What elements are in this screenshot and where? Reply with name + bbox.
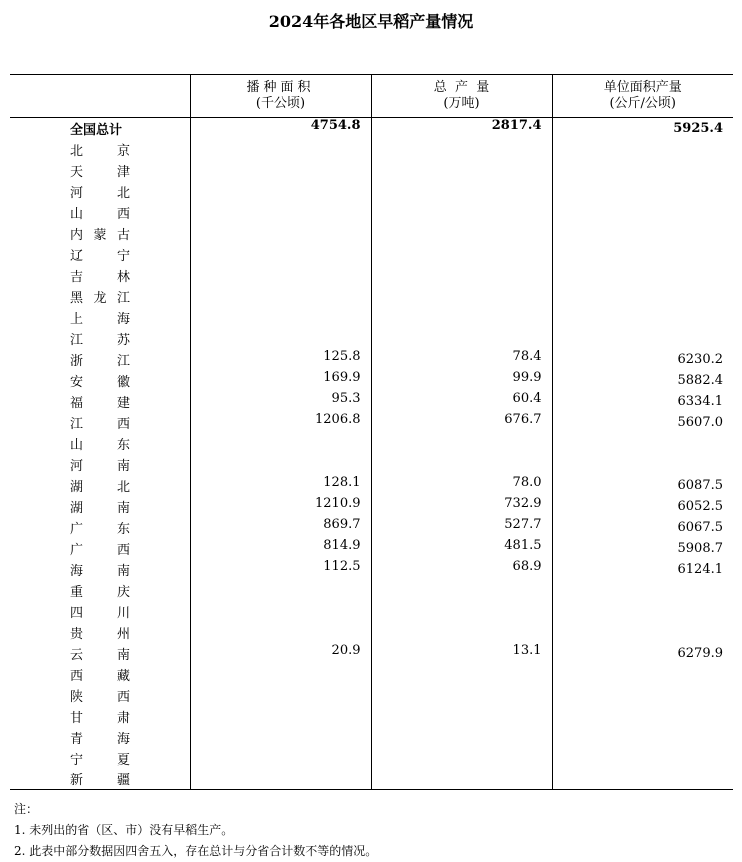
region-cell (10, 706, 190, 727)
yield-cell (552, 202, 733, 223)
output-header-label: 总 产 量 (433, 80, 490, 95)
output-cell: 527.7 (371, 517, 552, 538)
region-cell (10, 349, 190, 370)
region-cell (10, 223, 190, 244)
area-cell: 4754.8 (190, 118, 371, 139)
region-name: 江苏 (70, 332, 130, 348)
region-name: 吉林 (70, 269, 130, 285)
region-cell (10, 538, 190, 559)
table-row (10, 223, 733, 244)
area-cell (190, 265, 371, 286)
yield-cell (552, 769, 733, 790)
output-cell (371, 748, 552, 769)
region-cell (10, 580, 190, 601)
output-cell (371, 706, 552, 727)
region-name: 湖南 (70, 500, 130, 516)
table-row (10, 475, 733, 496)
region-name: 四川 (70, 605, 130, 621)
output-cell (371, 769, 552, 790)
table-row (10, 622, 733, 643)
region-name: 重庆 (70, 584, 130, 600)
table-row (10, 769, 733, 790)
yield-cell (552, 706, 733, 727)
region-name: 浙江 (70, 353, 130, 369)
region-name: 广西 (70, 542, 130, 558)
area-cell (190, 769, 371, 790)
page-title: 2024年各地区早稻产量情况 (268, 12, 474, 31)
area-header-unit: (千公顷) (255, 96, 306, 111)
table-row (10, 286, 733, 307)
table-row (10, 601, 733, 622)
output-cell: 68.9 (371, 559, 552, 580)
output-cell (371, 685, 552, 706)
area-cell: 95.3 (190, 391, 371, 412)
yield-cell (552, 181, 733, 202)
output-cell: 13.1 (371, 643, 552, 664)
output-cell (371, 181, 552, 202)
output-cell (371, 622, 552, 643)
table-row (10, 181, 733, 202)
region-cell (10, 727, 190, 748)
table-row (10, 538, 733, 559)
yield-cell (552, 580, 733, 601)
output-cell (371, 160, 552, 181)
region-name: 新疆 (70, 773, 130, 789)
yield-cell (552, 601, 733, 622)
region-cell (10, 643, 190, 664)
notes (14, 799, 377, 862)
yield-cell: 6067.5 (552, 517, 733, 538)
area-cell (190, 580, 371, 601)
output-cell (371, 202, 552, 223)
region-cell (10, 748, 190, 769)
region-cell (10, 244, 190, 265)
note-item-1: 1. 未列出的省（区、市）没有早稻生产。 (14, 823, 234, 837)
region-name: 贵州 (70, 626, 130, 642)
yield-cell: 6334.1 (552, 391, 733, 412)
table-row (10, 517, 733, 538)
region-header (10, 75, 190, 118)
output-cell (371, 454, 552, 475)
table-row (10, 433, 733, 454)
region-cell (10, 601, 190, 622)
yield-cell (552, 727, 733, 748)
area-cell (190, 706, 371, 727)
yield-cell (552, 265, 733, 286)
output-cell (371, 286, 552, 307)
area-cell: 1210.9 (190, 496, 371, 517)
yield-cell: 6052.5 (552, 496, 733, 517)
table-row (10, 412, 733, 433)
region-name: 青海 (70, 731, 130, 747)
area-header (190, 75, 371, 118)
region-name: 上海 (70, 311, 130, 327)
region-cell (10, 370, 190, 391)
note-item-2: 2. 此表中部分数据因四舍五入，存在总计与分省合计数不等的情况。 (14, 844, 378, 858)
area-cell (190, 202, 371, 223)
region-cell (10, 328, 190, 349)
region-cell (10, 685, 190, 706)
region-cell (10, 202, 190, 223)
area-cell: 20.9 (190, 643, 371, 664)
output-cell (371, 244, 552, 265)
table-row (10, 370, 733, 391)
table-row (10, 727, 733, 748)
region-name: 内蒙古 (70, 227, 130, 243)
yield-cell (552, 664, 733, 685)
area-cell (190, 664, 371, 685)
table-row (10, 664, 733, 685)
region-cell (10, 139, 190, 160)
region-cell (10, 433, 190, 454)
table-row (10, 643, 733, 664)
table-row-total (10, 118, 733, 139)
table-row (10, 307, 733, 328)
output-header (371, 75, 552, 118)
area-cell (190, 748, 371, 769)
region-cell (10, 517, 190, 538)
output-cell (371, 307, 552, 328)
region-name: 天津 (70, 164, 130, 180)
area-cell (190, 160, 371, 181)
output-cell (371, 223, 552, 244)
output-cell: 676.7 (371, 412, 552, 433)
table-row (10, 391, 733, 412)
region-cell (10, 496, 190, 517)
region-name: 甘肃 (70, 710, 130, 726)
region-name: 安徽 (70, 374, 130, 390)
yield-cell: 5925.4 (552, 118, 733, 139)
region-name: 辽宁 (70, 248, 130, 264)
area-cell: 125.8 (190, 349, 371, 370)
output-cell (371, 265, 552, 286)
region-cell (10, 412, 190, 433)
region-name: 河北 (70, 185, 130, 201)
area-cell (190, 181, 371, 202)
yield-cell: 6279.9 (552, 643, 733, 664)
output-cell (371, 601, 552, 622)
yield-cell: 5882.4 (552, 370, 733, 391)
table-row (10, 706, 733, 727)
output-cell (371, 727, 552, 748)
yield-cell (552, 160, 733, 181)
region-name: 山西 (70, 206, 130, 222)
area-cell: 112.5 (190, 559, 371, 580)
table-row (10, 580, 733, 601)
yield-cell (552, 454, 733, 475)
region-name: 海南 (70, 563, 130, 579)
region-name: 北京 (70, 143, 130, 159)
notes-label: 注： (14, 802, 39, 816)
table-row (10, 454, 733, 475)
region-name: 陕西 (70, 689, 130, 705)
region-name: 西藏 (70, 668, 130, 684)
region-cell (10, 160, 190, 181)
table-row (10, 748, 733, 769)
region-cell (10, 559, 190, 580)
area-cell: 1206.8 (190, 412, 371, 433)
area-header-label: 播种面积 (246, 80, 315, 95)
region-name: 湖北 (70, 479, 130, 495)
region-name: 河南 (70, 458, 130, 474)
output-cell (371, 664, 552, 685)
region-name: 黑龙江 (70, 290, 130, 306)
table-row (10, 496, 733, 517)
output-cell (371, 328, 552, 349)
area-cell (190, 286, 371, 307)
output-cell (371, 433, 552, 454)
area-cell (190, 307, 371, 328)
table-row (10, 244, 733, 265)
output-cell: 99.9 (371, 370, 552, 391)
yield-cell: 6087.5 (552, 475, 733, 496)
table-body (10, 118, 733, 790)
output-cell (371, 139, 552, 160)
output-cell: 732.9 (371, 496, 552, 517)
table-row (10, 160, 733, 181)
yield-cell: 5908.7 (552, 538, 733, 559)
region-cell (10, 475, 190, 496)
output-cell: 60.4 (371, 391, 552, 412)
area-cell: 169.9 (190, 370, 371, 391)
area-cell (190, 433, 371, 454)
area-cell (190, 454, 371, 475)
yield-header (552, 75, 733, 118)
region-name: 云南 (70, 647, 130, 663)
area-cell: 128.1 (190, 475, 371, 496)
yield-cell (552, 328, 733, 349)
region-cell (10, 307, 190, 328)
region-name: 福建 (70, 395, 130, 411)
yield-cell (552, 748, 733, 769)
yield-cell (552, 622, 733, 643)
area-cell (190, 727, 371, 748)
region-cell (10, 391, 190, 412)
region-name: 宁夏 (70, 752, 130, 768)
region-name: 江西 (70, 416, 130, 432)
region-cell (10, 454, 190, 475)
output-cell: 2817.4 (371, 118, 552, 139)
output-cell (371, 580, 552, 601)
table-row (10, 349, 733, 370)
output-cell: 78.4 (371, 349, 552, 370)
output-cell: 78.0 (371, 475, 552, 496)
region-cell (10, 265, 190, 286)
table-row (10, 328, 733, 349)
yield-header-unit: (公斤/公顷) (609, 96, 677, 111)
area-cell (190, 601, 371, 622)
table-row (10, 139, 733, 160)
region-cell (10, 622, 190, 643)
region-cell (10, 181, 190, 202)
area-cell (190, 139, 371, 160)
area-cell (190, 244, 371, 265)
yield-cell (552, 223, 733, 244)
region-cell (10, 118, 190, 139)
region-cell (10, 286, 190, 307)
table-row (10, 265, 733, 286)
area-cell: 869.7 (190, 517, 371, 538)
yield-header-label: 单位面积产量 (603, 80, 682, 95)
yield-cell: 6230.2 (552, 349, 733, 370)
area-cell (190, 622, 371, 643)
output-cell: 481.5 (371, 538, 552, 559)
yield-cell (552, 286, 733, 307)
table-row (10, 559, 733, 580)
area-cell (190, 223, 371, 244)
yield-cell (552, 307, 733, 328)
yield-cell (552, 244, 733, 265)
table-header-row (10, 75, 733, 118)
area-cell (190, 685, 371, 706)
yield-cell (552, 433, 733, 454)
area-cell: 814.9 (190, 538, 371, 559)
area-cell (190, 328, 371, 349)
table-row (10, 202, 733, 223)
output-header-unit: (万吨) (443, 96, 480, 111)
yield-cell: 6124.1 (552, 559, 733, 580)
yield-cell (552, 139, 733, 160)
region-name: 全国总计 (70, 122, 123, 138)
region-cell (10, 769, 190, 790)
table-row (10, 685, 733, 706)
yield-cell: 5607.0 (552, 412, 733, 433)
region-name: 广东 (70, 521, 130, 537)
region-name: 山东 (70, 437, 130, 453)
rice-output-table (10, 74, 733, 790)
yield-cell (552, 685, 733, 706)
region-cell (10, 664, 190, 685)
